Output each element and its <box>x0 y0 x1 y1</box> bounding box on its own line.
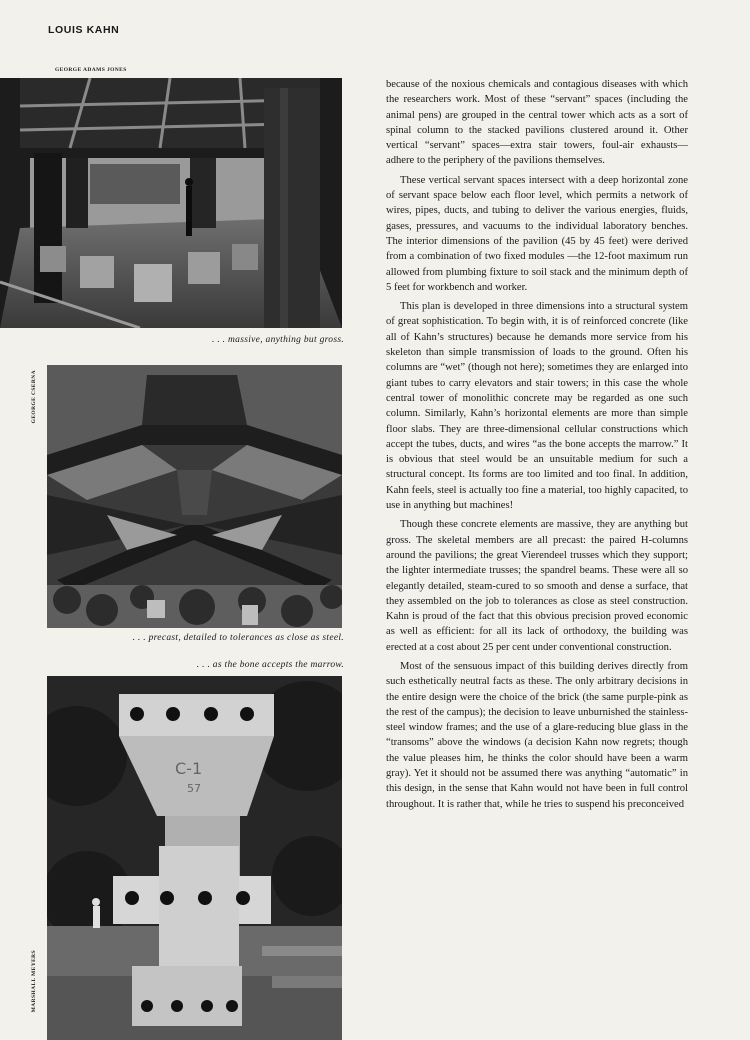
paragraph: Most of the sensuous impact of this building derives directly from such esthetically neutral facts as these. The only arbitrary decisions in the entire design were the choice of the brick (the same purple-pink as the rest of the campus); the decision to leave unburnished the stainless-steel window frames; and the use of a glare-reducing blue glass in the “transoms” above the windows (a decision Kahn now regrets; though the value pleases him, he thinks the color should have been a warm gray). Yet it should not be assumed there was anything “automatic” in this design, in the sense that Kahn would not have been in full control throughout. It is rather that, while he tries to suspend his preconceived <box>386 660 688 810</box>
chalk-marking-1: C-1 <box>175 759 203 778</box>
photo-credit-2: GEORGE CSERNA <box>31 370 37 424</box>
photo-caption-2: . . . precast, detailed to tolerances as close as steel. <box>132 633 344 643</box>
photo-precast-structure <box>47 365 342 628</box>
photo-credit-1: GEORGE ADAMS JONES <box>55 67 127 73</box>
photo-h-column <box>47 676 342 1040</box>
photo-caption-3: . . . as the bone accepts the marrow. <box>196 660 344 670</box>
paragraph: This plan is developed in three dimensions into a structural system of great sophistication. To begin with, it is of reinforced concrete (like all of Kahn’s structures) because he demands more service from his skeleton than simple transmission of loads to the ground. Often his columns are “wet” (though not here); sometimes they are enlarged into giant tubes to carry elevators and stair towers; in this case the whole central tower of monolithic concrete may be regarded as one such column. Similarly, Kahn’s horizontal elements are more than simple floor slabs. They are three-dimensional cellular constructions which accept the tubes, ducts, and wires “as the bone accepts the marrow.” It is obvious that steel would be an unsuitable medium for such a structural concept. Its forms are too limited and too final. In addition, Kahn feels, steel is actually too fine a material, too highly capacited, to use in anything but machines! <box>386 301 688 512</box>
photo-caption-1: . . . massive, anything but gross. <box>211 335 344 345</box>
paragraph: Though these concrete elements are massive, they are anything but gross. The skeletal members are all precast: the paired H-columns around the pavilions; the great Vierendeel trusses which they support; the lighter intermediate trusses; the spandrel beams. These were all so elegantly detailed, steam-cured to so smooth and dense a surface, that they assembled on the job to tolerances as close as steel construction. Kahn is proud of the fact that this obvious precision proved economic as well as efficient: for all its lack of orthodoxy, the building was erected at a cost about 25 per cent under conventional construction. <box>386 519 688 653</box>
article-body <box>386 77 688 816</box>
running-head: LOUIS KAHN <box>48 24 120 36</box>
photo-credit-3: MARSHALL MEYERS <box>31 950 37 1013</box>
chalk-marking-2: 57 <box>187 782 201 795</box>
paragraph: These vertical servant spaces intersect with a deep horizontal zone of servant space below each floor level, which permits a network of wires, pipes, ducts, and tubing to deliver the various energies, fluids, gases, pressures, and vacuums to the individual laboratory benches. The interior dimensions of the pavilion (45 by 45 feet) were derived from a combination of two fixed modules —the 12-foot maximum run allowed from plumbing fixture to soil stack and the minimum depth of 5 feet for workbench and worker. <box>386 174 688 293</box>
paragraph: because of the noxious chemicals and contagious diseases with which the researchers work. Most of these “servant” spaces (including the animal pens) are grouped in the central tower which acts as a sort of spinal column to the stacked pavilions clustered around it. Other vertical “servant” spaces—extra stair towers, foul-air exhausts—adhere to the periphery of the pavilions themselves. <box>386 79 688 167</box>
photo-arcade <box>0 78 342 328</box>
